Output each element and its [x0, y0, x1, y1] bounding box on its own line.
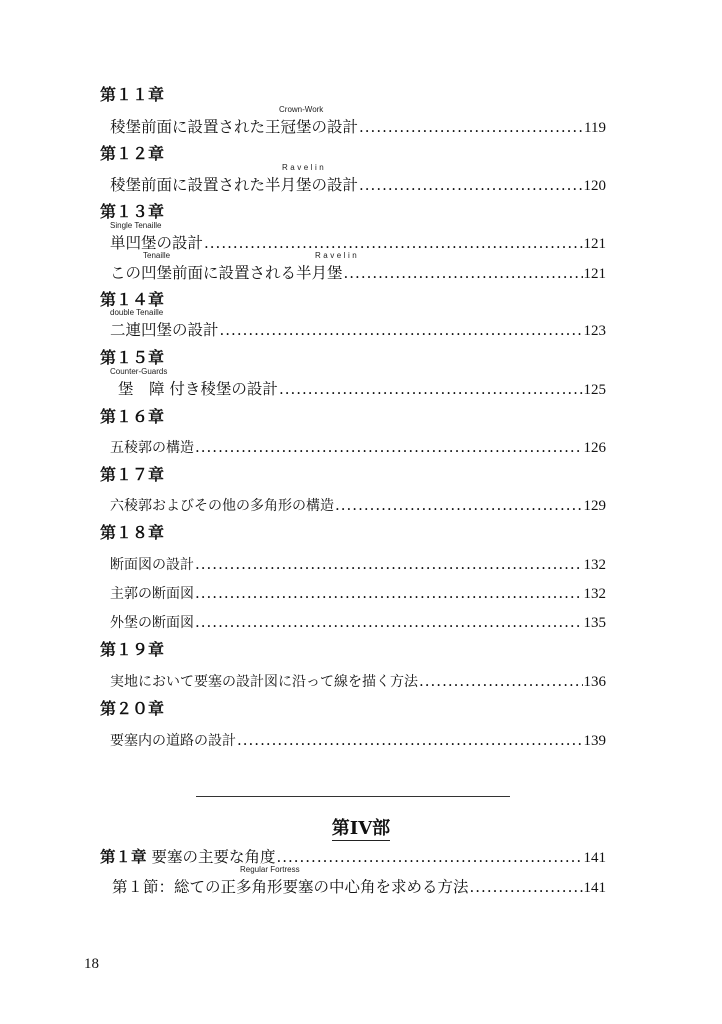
leader-dots: [276, 844, 582, 870]
toc-line: [0, 251, 722, 286]
chapter-label: 第１章: [100, 847, 147, 866]
toc-page-number: 141: [583, 880, 606, 896]
chapter-heading: [0, 520, 722, 546]
toc-entry[interactable]: [110, 580, 606, 606]
toc-entry-title: 断面図の設計: [110, 557, 194, 573]
leader-dots: [419, 668, 583, 694]
leader-dots: [344, 260, 583, 286]
toc-page-number: 121: [583, 236, 606, 252]
leader-dots: [195, 609, 583, 635]
toc-entry-title: 六稜郭およびその他の多角形の構造: [110, 498, 334, 514]
toc-page-number: 136: [583, 674, 606, 690]
toc-line: [0, 434, 722, 460]
toc-entry-title: この凹堡前面に設置される半月堡: [110, 264, 343, 282]
toc-entry-title: 実地において要塞の設計図に沿って線を描く方法: [110, 674, 418, 690]
toc-page-number: 129: [583, 498, 606, 514]
toc-entry[interactable]: [110, 551, 606, 577]
leader-dots: [470, 874, 583, 900]
toc-entry-title-wrap: [110, 308, 219, 343]
toc-line: [0, 844, 722, 870]
toc-entry[interactable]: [110, 105, 606, 140]
leader-dots: [359, 114, 583, 140]
toc-entry-title-wrap: [110, 163, 359, 198]
toc-page-number: 132: [583, 586, 606, 602]
leader-dots: [204, 230, 582, 256]
toc-entry-title: 稜堡前面に設置された王冠堡の設計: [110, 118, 359, 136]
toc-line: [0, 308, 722, 343]
toc-line: [0, 105, 722, 140]
toc-entry-title: 五稜郭の構造: [110, 440, 194, 456]
toc-entry[interactable]: [110, 668, 606, 694]
leader-dots: [220, 317, 583, 343]
toc-entry[interactable]: [110, 251, 606, 286]
toc-entry-title-wrap: [112, 865, 469, 900]
toc-entry[interactable]: [110, 434, 606, 460]
toc-entry-title: 単凹堡の設計: [110, 234, 204, 252]
chapter-heading: [0, 141, 722, 167]
toc-page-number: 126: [583, 440, 606, 456]
toc-line: [0, 865, 722, 900]
toc-entry[interactable]: [110, 727, 606, 753]
toc-page-number: 132: [583, 557, 606, 573]
leader-dots: [335, 492, 583, 518]
chapter-label: 第２０章: [100, 699, 165, 718]
toc-page-number: 139: [583, 733, 606, 749]
ruby-annotation: Ravelin: [282, 163, 327, 172]
toc-page-number: 125: [583, 382, 606, 398]
toc-entry[interactable]: [110, 492, 606, 518]
toc-entry[interactable]: [112, 865, 606, 900]
toc-page-number: 123: [583, 323, 606, 339]
part-title: [0, 814, 722, 840]
toc-page-number: 141: [583, 850, 606, 866]
chapter-heading: [0, 404, 722, 430]
toc-line: [0, 221, 722, 256]
chapter-label: 第１４章: [100, 290, 165, 309]
toc-entry-title: 主郭の断面図: [110, 586, 194, 602]
chapter-heading: [0, 287, 722, 313]
toc-entry-title-wrap: [110, 105, 359, 140]
toc-entry-title: 要塞の主要な角度: [146, 848, 276, 866]
toc-entry[interactable]: [110, 609, 606, 635]
leader-dots: [195, 434, 583, 460]
part-title-text: 第IV部: [331, 818, 391, 839]
leader-dots: [237, 727, 583, 753]
chapter-label: 第１２章: [100, 144, 165, 163]
toc-line: [0, 163, 722, 198]
toc-entry-title: 要塞内の道路の設計: [110, 733, 236, 749]
toc-page-number: 121: [583, 266, 606, 282]
chapter-label: 第１３章: [100, 202, 165, 221]
toc-line: [0, 367, 722, 402]
toc-entry-title: 二連凹堡の設計: [110, 321, 219, 339]
ruby-annotation: double Tenaille: [110, 308, 164, 317]
toc-entry[interactable]: [110, 308, 606, 343]
chapter-heading: [0, 199, 722, 225]
toc-entry-title: 堡 障 付き稜堡の設計: [118, 380, 278, 398]
chapter-label: 第１６章: [100, 407, 165, 426]
ruby-annotation: Tenaille: [143, 251, 171, 260]
leader-dots: [195, 551, 583, 577]
toc-entry-title-wrap: [110, 251, 360, 286]
toc-page-number: 135: [583, 615, 606, 631]
chapter-label: 第１５章: [100, 348, 165, 367]
chapter-label: 第１７章: [100, 465, 165, 484]
chapter-heading: [0, 345, 722, 371]
chapter-label: 第１９章: [100, 640, 165, 659]
ruby-annotation: Counter-Guards: [110, 367, 168, 376]
chapter-heading: [0, 82, 722, 108]
toc-entry-title: 外堡の断面図: [110, 615, 194, 631]
toc-line: [0, 492, 722, 518]
section-divider: [196, 796, 510, 797]
leader-dots: [195, 580, 583, 606]
ruby-annotation: Regular Fortress: [240, 865, 300, 874]
toc-line: [0, 609, 722, 635]
chapter-label: 第１１章: [100, 85, 165, 104]
toc-line: [0, 727, 722, 753]
ruby-annotation: Single Tenaille: [110, 221, 162, 230]
toc-entry-title-wrap: [110, 367, 278, 402]
toc-page-number: 120: [583, 178, 606, 194]
toc-entry[interactable]: [110, 367, 606, 402]
toc-entry-title: 第１節：総ての正多角形要塞の中心角を求める方法: [112, 878, 469, 896]
toc-line: [0, 551, 722, 577]
ruby-annotation: Ravelin: [315, 251, 360, 260]
chapter-heading: [0, 696, 722, 722]
toc-entry[interactable]: [100, 844, 606, 870]
chapter-heading: [0, 462, 722, 488]
page-number: 18: [84, 956, 99, 972]
toc-line: [0, 580, 722, 606]
leader-dots: [359, 172, 582, 198]
toc-entry[interactable]: [110, 163, 606, 198]
toc-line: [0, 668, 722, 694]
toc-entry-title: 稜堡前面に設置された半月堡の設計: [110, 176, 359, 194]
chapter-label: 第１８章: [100, 523, 165, 542]
chapter-heading: [0, 637, 722, 663]
leader-dots: [279, 376, 583, 402]
toc-page-number: 119: [584, 120, 606, 136]
ruby-annotation: Crown-Work: [279, 105, 324, 114]
